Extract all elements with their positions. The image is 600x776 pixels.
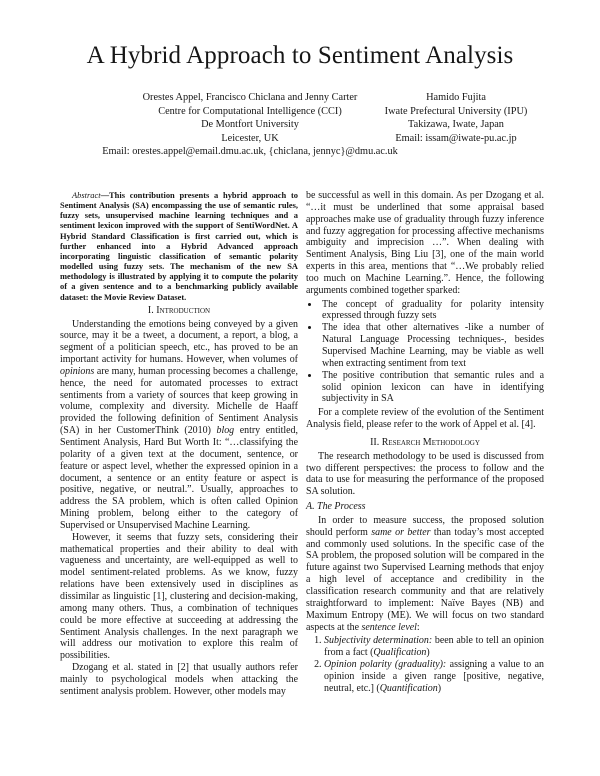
author-location: Takizawa, Iwate, Japan xyxy=(408,119,504,131)
text-run: ) xyxy=(437,682,442,694)
abstract-lead: Abstract xyxy=(72,190,101,200)
abstract-text: —This contribution presents a hybrid approach to Sentiment Analysis (SA) encompassing the use of semantic rules, fuzzy sets, unsupervised machine learning techniques and a sentiment lexicon improved with the support of SentiWordNet. A Hybrid Standard Classification is first carried out, which is further enhanced into a Hybrid Advanced approach incorporating linguistic classification of semantic polarity modelled using fuzzy sets. The mechanism of the new SA methodology is illustrated by applying it to compute the polarity of a given sentence and to a benchmarking publicly available dataset: the Movie Review Dataset. xyxy=(60,190,298,302)
text-run: entry entitled, Sentiment Analysis, Hard But Worth It: “…classifying the polarity of a given text at the document, sentence, or feature or aspect level, whether the expressed opinion in a document, a sentence or an entity feature or aspect is positive, negative, or neutral.”. Usually, approaches to address the SA problem, which is often called Opinion Mining problem, belong either to the category of Supervised or Unsupervised Machine Learning. xyxy=(60,425,298,531)
text-run: ) xyxy=(426,647,430,659)
text-run: : xyxy=(416,621,420,633)
intro-paragraph-3: Dzogang et al. stated in [2] that usually authors refer mainly to psychological models when attacking the sentiment analysis problem. However, other models may xyxy=(60,662,298,697)
author-affiliation: Centre for Computational Intelligence (CCI) xyxy=(158,105,342,117)
paper-title: A Hybrid Approach to Sentiment Analysis xyxy=(86,42,514,69)
argument-list xyxy=(306,299,544,406)
emphasis-same-or-better: same or better xyxy=(371,526,431,538)
aspect-term: Opinion polarity (graduality): xyxy=(324,659,447,671)
list-item: • The idea that other alternatives -like a number of Natural Language Processing techniques-, besides Supervised Machine Learning, may be viable as well when extracting sentiment from text xyxy=(320,322,544,369)
text-run: In order to measure success, the proposed solution should perform xyxy=(306,514,544,538)
author-names: Hamido Fujita xyxy=(426,92,486,103)
emphasis-opinions: opinions xyxy=(60,365,95,377)
right-column xyxy=(306,190,544,695)
aspect-text: assigning a value to an opinion inside a given range [positive, negative, neutral, etc.] ( xyxy=(324,659,544,694)
method-paragraph-1: The research methodology to be used is discussed from two different perspectives: the process to follow and the data to use for measuring the performance of the proposed SA solution. xyxy=(306,450,544,498)
emphasis-sentence-level: sentence level xyxy=(361,621,417,633)
author-block-dmu xyxy=(120,91,380,145)
process-paragraph-1 xyxy=(306,515,544,633)
aspect-tag: Qualification xyxy=(373,647,427,659)
list-item: • The positive contribution that semantic rules and a solid opinion lexicon can have in identifying subjectivity in SA xyxy=(320,370,544,406)
aspect-text: been able to tell an opinion from a fact ( xyxy=(324,635,545,659)
section-heading-methodology: II. Research Methodology xyxy=(370,436,480,448)
author-block-ipu xyxy=(372,91,540,145)
author-institution: De Montfort University xyxy=(201,119,299,131)
author-email[interactable]: Email: issam@iwate-pu.ac.jp xyxy=(395,132,517,144)
author-affiliation: Iwate Prefectural University (IPU) xyxy=(384,105,528,117)
text-run: than today’s most accepted and commonly used solutions. In the specific case of the SA problem, the proposed solution will be compared in the future against two Supervised Learning methods that enjoy a high level of acceptance and credibility in the classification research community and that are relatively straightforward to implement: Naïve Bayes (NB) and Maximum Entropy (ME). We will focus on two standard aspects at the xyxy=(306,526,544,633)
subsection-heading-process: A. The Process xyxy=(306,501,366,513)
intro-paragraph-5: For a complete review of the evolution of the Sentiment Analysis field, please refer to the work of Appel et al. [4]. xyxy=(306,407,544,431)
left-column xyxy=(60,190,298,698)
intro-paragraph-2: However, it seems that fuzzy sets, considering their mathematical properties and their ability to deal with vagueness and uncertainty, are well-equipped as well to model sentiment-related problems. As we know, fuzzy relations have been extensively used in disciplines as dissimilar as linguistic [1], clustering and decision-making, among many others. Thus, a combination of techniques could be more effective at succeeding at addressing the Sentiment Analysis challenges. In the next paragraph we will address our motivation to explore this realm of possibilities. xyxy=(60,531,298,662)
aspect-term: Subjectivity determination: xyxy=(324,635,433,647)
list-item xyxy=(324,635,544,659)
section-heading-introduction: I. Introduction xyxy=(147,304,211,316)
list-item: • The concept of graduality for polarity intensity expressed through fuzzy sets xyxy=(320,299,544,323)
abstract xyxy=(60,190,298,302)
author-location: Leicester, UK xyxy=(221,132,279,144)
author-names: Orestes Appel, Francisco Chiclana and Jenny Carter xyxy=(142,92,358,103)
text-run: are many, human processing becomes a challenge, hence, the need for automated processes to extract sentiments from a variety of sources that keep growing in volume, complexity and diversity. Michelle de Haaff provided the following definition of Sentiment Analysis (SA) in her CustomerThink (2010) xyxy=(60,365,298,437)
text-run: Understanding the emotions being conveyed by a given source, may it be a tweet, a document, a report, a blog, a segment of a politician speech, etc., has proved to be an important activity for humans. However, when volumes of xyxy=(60,318,298,366)
aspect-tag: Quantification xyxy=(379,682,438,694)
author-email[interactable]: Email: orestes.appel@email.dmu.ac.uk, {chiclana, jennyc}@dmu.ac.uk xyxy=(102,146,398,158)
emphasis-blog: blog xyxy=(216,425,235,437)
intro-paragraph-4: be successful as well in this domain. As per Dzogang et al. “…it must be underlined that some appraisal based approaches make use of graduality through fuzzy inference and fuzzy aggregation for processing affective mechanisms ambiguity and imprecision …”. When dealing with Sentiment Analysis, Bing Liu [3], one of the main world experts in this area, mentions that “…We probably relied too much on Machine Learning.”. Hence, the following arguments combined together sparked: xyxy=(306,190,544,296)
author-email-dmu xyxy=(60,145,440,159)
list-item xyxy=(324,659,544,695)
aspect-list xyxy=(306,635,544,694)
intro-paragraph-1 xyxy=(60,319,298,532)
